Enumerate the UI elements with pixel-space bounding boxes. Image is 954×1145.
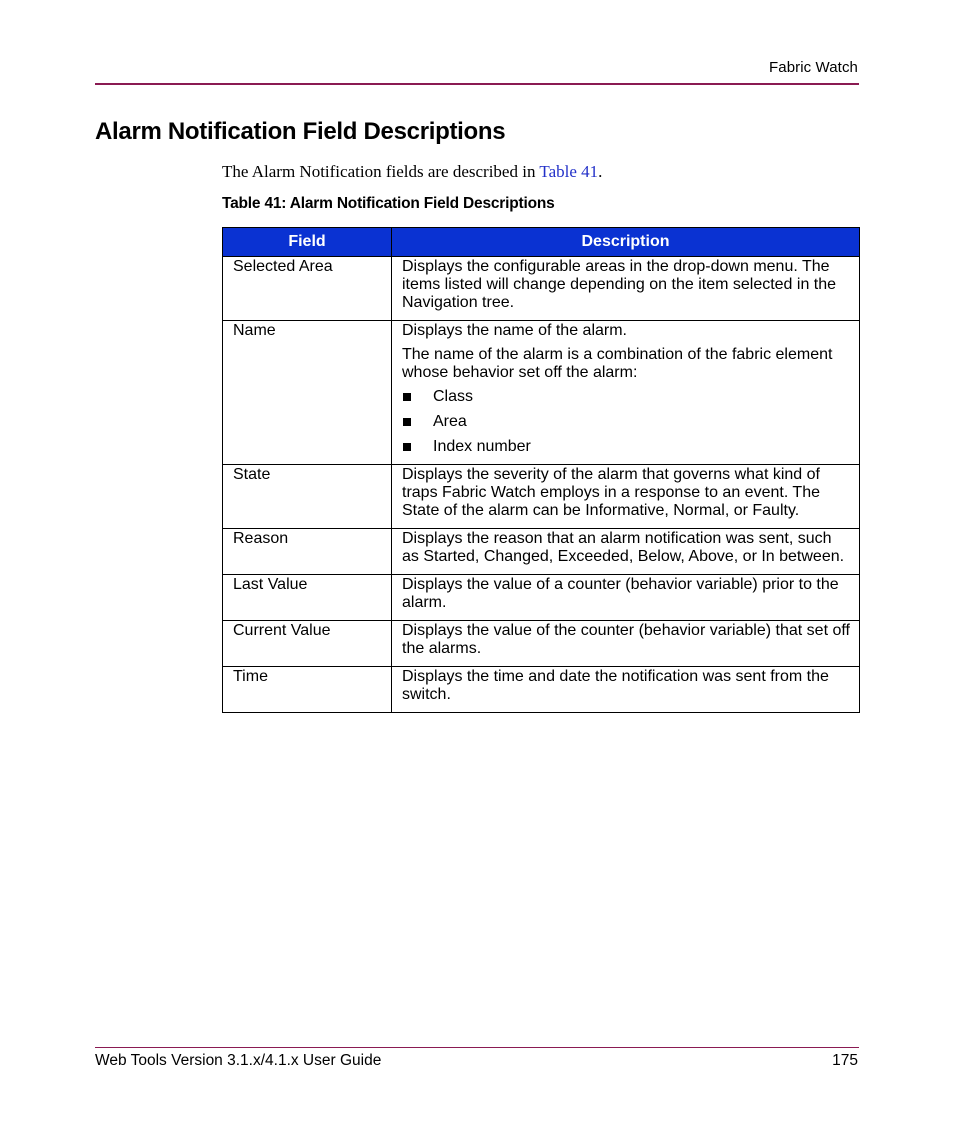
intro-paragraph [222, 162, 602, 182]
description-cell [392, 529, 860, 575]
footer-rule [95, 1047, 859, 1048]
table-header-row [223, 228, 860, 257]
description-text: Displays the value of the counter (behavior variable) that set off the alarms. [402, 622, 850, 657]
running-header: Fabric Watch [769, 59, 858, 76]
square-bullet-icon [403, 418, 411, 426]
description-cell [392, 667, 860, 713]
list-item [402, 388, 851, 406]
list-item [402, 438, 851, 456]
description-text: Displays the value of a counter (behavior variable) prior to the alarm. [402, 576, 839, 611]
description-text: Displays the reason that an alarm notification was sent, such as Started, Changed, Exceeded, Below, Above, or In between. [402, 530, 845, 565]
field-cell: Current Value [223, 621, 392, 667]
description-text: Displays the time and date the notification was sent from the switch. [402, 668, 829, 703]
table-row [223, 465, 860, 529]
description-cell [392, 465, 860, 529]
field-description-table [222, 227, 860, 713]
description-text: The name of the alarm is a combination of the fabric element whose behavior set off the alarm: [402, 346, 833, 381]
table-row [223, 667, 860, 713]
column-header-description: Description [392, 228, 860, 257]
description-cell [392, 621, 860, 667]
page-number: 175 [832, 1052, 858, 1069]
table-link[interactable]: Table 41 [539, 162, 599, 181]
description-cell [392, 321, 860, 465]
description-text: Displays the name of the alarm. [402, 322, 627, 339]
list-item-label: Class [433, 388, 474, 405]
field-cell: State [223, 465, 392, 529]
section-title: Alarm Notification Field Descriptions [95, 118, 506, 145]
description-text: Displays the severity of the alarm that governs what kind of traps Fabric Watch employs in a response to an event. The State of the alarm can be Informative, Normal, or Faulty. [402, 466, 820, 519]
list-item [402, 413, 851, 431]
field-cell: Selected Area [223, 257, 392, 321]
description-text: Displays the configurable areas in the drop-down menu. The items listed will change depending on the item selected in the Navigation tree. [402, 258, 837, 311]
table-row [223, 321, 860, 465]
table-row [223, 529, 860, 575]
table-row [223, 257, 860, 321]
table-row [223, 621, 860, 667]
field-cell: Time [223, 667, 392, 713]
header-rule [95, 83, 859, 85]
field-cell: Last Value [223, 575, 392, 621]
footer-guide-title: Web Tools Version 3.1.x/4.1.x User Guide [95, 1052, 382, 1069]
table-row [223, 575, 860, 621]
field-cell: Reason [223, 529, 392, 575]
intro-prefix: The Alarm Notification fields are described in [222, 162, 540, 181]
description-cell [392, 257, 860, 321]
bullet-list [402, 388, 851, 456]
field-cell: Name [223, 321, 392, 465]
square-bullet-icon [403, 393, 411, 401]
square-bullet-icon [403, 443, 411, 451]
description-cell [392, 575, 860, 621]
column-header-field: Field [223, 228, 392, 257]
table-caption: Table 41: Alarm Notification Field Descriptions [222, 195, 555, 212]
intro-suffix: . [598, 162, 603, 181]
list-item-label: Index number [433, 438, 531, 455]
list-item-label: Area [433, 413, 467, 430]
